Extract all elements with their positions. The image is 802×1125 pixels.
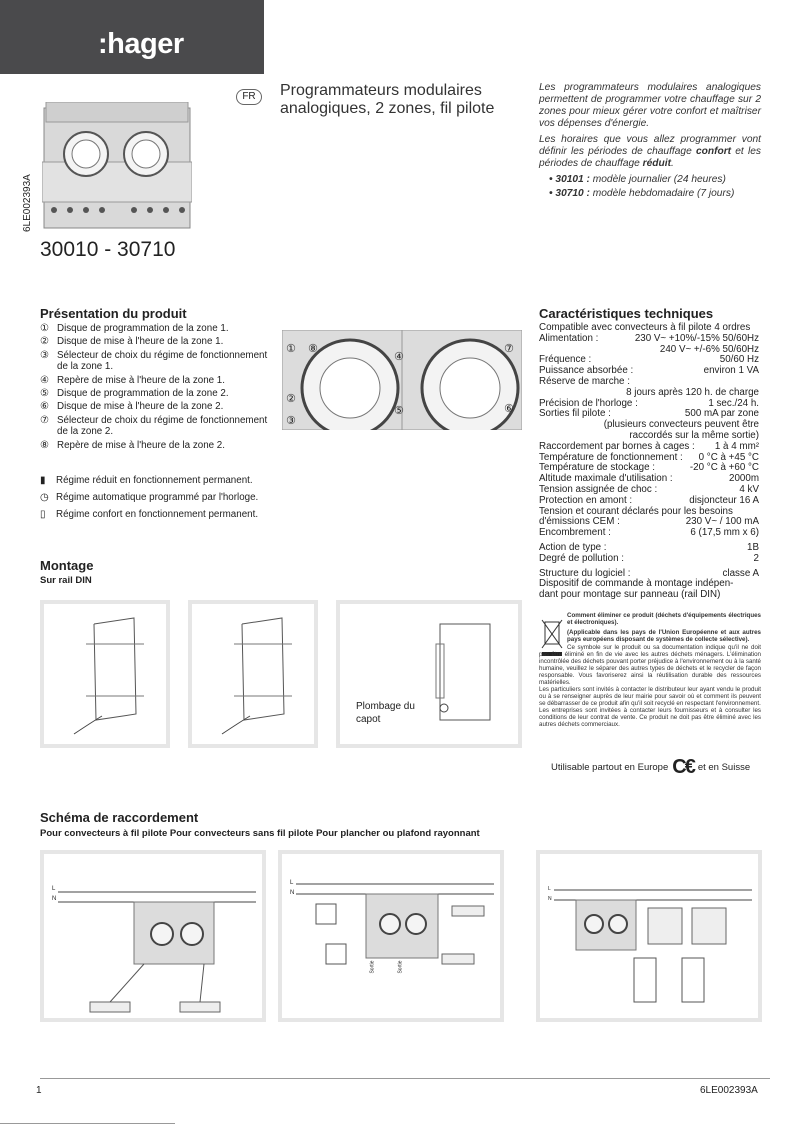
page-number: 1	[36, 1085, 42, 1096]
spec-row: Réserve de marche :	[539, 375, 630, 387]
clock-mode-icon: ◷	[40, 492, 49, 503]
wiring-diagram-fil-pilote	[40, 850, 266, 1022]
spec-row: Sorties fil pilote : 500 mA par zone	[539, 408, 759, 420]
spec-row: Protection en amont : disjoncteur 16 A	[539, 494, 759, 506]
hager-logo: :hager	[98, 28, 184, 60]
line-n-label: N	[548, 896, 552, 902]
intro-bullet-30101: • 30101 : modèle journalier (24 heures)	[549, 174, 726, 185]
weee-text: Comment éliminer ce produit (déchets d'équipements électriques et électroniques). (Applicable dans les pays de l'Union Européenne et aux autres pays européens disposant de systèmes de collecte sélective). Ce symbole sur le produit ou sa documentation indique qu'il ne doit pas être éliminé en fin de vie avec les autres déchets ménagers. L'élimination incontrôlée des déchets pouvant porter préjudice à l'environnement ou à la santé humaine, veuillez le séparer des autres types de déchets et le recycler de façon responsable. Vous favoriserez ainsi la réutilisation durable des ressources matérielles. Les particuliers sont invités à contacter le distributeur leur ayant vendu le produit ou à se renseigner auprès de leur mairie pour savoir où et comment ils peuvent se débarrasser de ce produit afin qu'il soit recyclé en respectant l'environnement. Les entreprises sont invitées à contacter leurs fournisseurs et à consulter les conditions de leur contrat de vente. Ce produit ne doit pas être éliminé avec les autres déchets commerciaux.	[539, 612, 761, 728]
product-image	[42, 102, 192, 232]
spec-row: Action de type : 1B	[539, 541, 759, 553]
schema-title: Schéma de raccordement	[40, 810, 199, 825]
mode-reduced: ▮ Régime réduit en fonctionnement permanent.	[40, 472, 290, 489]
dial-closeup-image	[282, 330, 522, 430]
spec-row: Encombrement : 6 (17,5 mm x 6)	[539, 527, 759, 539]
wiring-diagram-plancher	[536, 850, 762, 1022]
line-l-label: L	[52, 886, 56, 892]
line-l-label: L	[548, 886, 551, 892]
spec-row: dant pour montage sur panneau (rail DIN)	[539, 589, 721, 601]
line-n-label: N	[52, 896, 57, 902]
line-n-label: N	[290, 890, 295, 896]
output-label: Sortie	[369, 960, 376, 974]
montage-title: Montage	[40, 558, 94, 573]
montage-figure-1	[40, 600, 170, 748]
spec-row: Degré de pollution : 2	[539, 552, 759, 564]
spec-row: Fréquence : 50/60 Hz	[539, 354, 759, 366]
ce-mark-icon: C€	[672, 756, 694, 778]
spec-row: Tension et courant déclarés pour les besoins	[539, 505, 733, 517]
main-title: Programmateurs modulaires analogiques, 2 zones, fil pilote	[280, 82, 495, 117]
mode-comfort: ▯ Régime confort en fonctionnement permanent.	[40, 506, 290, 523]
presentation-list	[40, 323, 280, 453]
list-item: ④ Repère de mise à l'heure de la zone 1.	[40, 374, 225, 386]
intro-paragraph-1: Les programmateurs modulaires analogiques permettent de programmer votre chauffage sur 2 zones pour mieux gérer votre confort et maîtriser vos dépenses d'énergie.	[539, 82, 761, 129]
presentation-title: Présentation du produit	[40, 306, 187, 321]
montage-subtitle: Sur rail DIN	[40, 575, 92, 586]
usable-in-europe: Utilisable partout en Europe C€ et en Suisse	[551, 756, 751, 778]
din-rail-step-2	[192, 604, 314, 744]
list-item: ② Disque de mise à l'heure de la zone 1.	[40, 336, 224, 348]
spec-row: 8 jours après 120 h. de charge	[626, 386, 759, 398]
montage-figure-3	[336, 600, 522, 748]
intro-text	[539, 82, 761, 202]
list-item: ⑤ Disque de programmation de la zone 2.	[40, 387, 229, 399]
language-badge: FR	[236, 89, 262, 105]
sun-mode-icon: ▯	[40, 509, 46, 520]
list-item: ⑥ Disque de mise à l'heure de la zone 2.	[40, 401, 224, 413]
schema-subtitle: Pour convecteurs à fil pilote Pour convecteurs sans fil pilote Pour plancher ou plafond rayonnant	[40, 828, 480, 839]
spec-row: Précision de l'horloge : 1 sec./24 h.	[539, 397, 759, 409]
output-label: Sortie	[397, 960, 404, 974]
montage-figure-2	[188, 600, 318, 748]
spec-row: Alimentation : 230 V~ +10%/-15% 50/60Hz	[539, 332, 759, 344]
list-item: ⑧ Repère de mise à l'heure de la zone 2.	[40, 439, 225, 451]
intro-bullet-30710: • 30710 : modèle hebdomadaire (7 jours)	[549, 188, 735, 199]
line-l-label: L	[290, 880, 294, 886]
svg-text:④: ④	[394, 350, 404, 363]
svg-text:①: ①	[286, 342, 296, 355]
bottom-divider	[0, 1123, 175, 1124]
footer-divider	[40, 1078, 770, 1079]
spec-row: Puissance absorbée : environ 1 VA	[539, 365, 759, 377]
spec-row: Température de fonctionnement : 0 °C à +45 °C	[539, 451, 759, 463]
seal-caption: Plombage du capot	[356, 701, 415, 725]
spec-compat: Compatible avec convecteurs à fil pilote 4 ordres	[539, 322, 751, 333]
spec-row: Raccordement par bornes à cages : 1 à 4 mm²	[539, 440, 759, 452]
model-title: 30010 - 30710	[40, 238, 176, 261]
svg-text:⑤: ⑤	[394, 404, 404, 417]
wiring-diagram-sans-fil-pilote	[278, 850, 504, 1022]
spec-row: Température de stockage : -20 °C à +60 °C	[539, 462, 759, 474]
spec-row: Tension assignée de choc : 4 kV	[539, 483, 759, 495]
list-item: ① Disque de programmation de la zone 1.	[40, 323, 229, 334]
svg-text:⑦: ⑦	[504, 342, 514, 355]
svg-text:⑧: ⑧	[308, 342, 318, 355]
list-item: ③ Sélecteur de choix du régime de fonctionnement de la zone 1.	[40, 349, 268, 373]
mode-list	[40, 472, 290, 523]
spec-row: (plusieurs convecteurs peuvent être	[603, 419, 759, 431]
spec-row: Altitude maximale d'utilisation : 2000m	[539, 473, 759, 485]
intro-paragraph-2: Les horaires que vous allez programmer vont définir les périodes de chauffage confort et les périodes de chauffage réduit.	[539, 134, 761, 169]
svg-text:⑥: ⑥	[504, 402, 514, 415]
specs-list	[539, 323, 759, 601]
din-rail-step-1	[44, 604, 166, 744]
specs-title: Caractéristiques techniques	[539, 306, 714, 321]
doc-code-vertical: 6LE002393A	[22, 174, 33, 232]
spec-row: Structure du logiciel : classe A	[539, 567, 759, 579]
mode-auto: ◷ Régime automatique programmé par l'horloge.	[40, 489, 290, 506]
list-item: ⑦ Sélecteur de choix du régime de fonctionnement de la zone 2.	[40, 414, 268, 438]
spec-row: raccordés sur la même sortie)	[629, 429, 759, 441]
spec-row: 240 V~ +/-6% 50/60Hz	[659, 343, 759, 355]
svg-text:③: ③	[286, 414, 296, 427]
spec-row: d'émissions CEM : 230 V~ / 100 mA	[539, 516, 759, 528]
svg-text:②: ②	[286, 392, 296, 405]
spec-row: Dispositif de commande à montage indépen-	[539, 578, 734, 590]
moon-mode-icon: ▮	[40, 475, 46, 486]
footer-doc-code: 6LE002393A	[700, 1085, 758, 1096]
